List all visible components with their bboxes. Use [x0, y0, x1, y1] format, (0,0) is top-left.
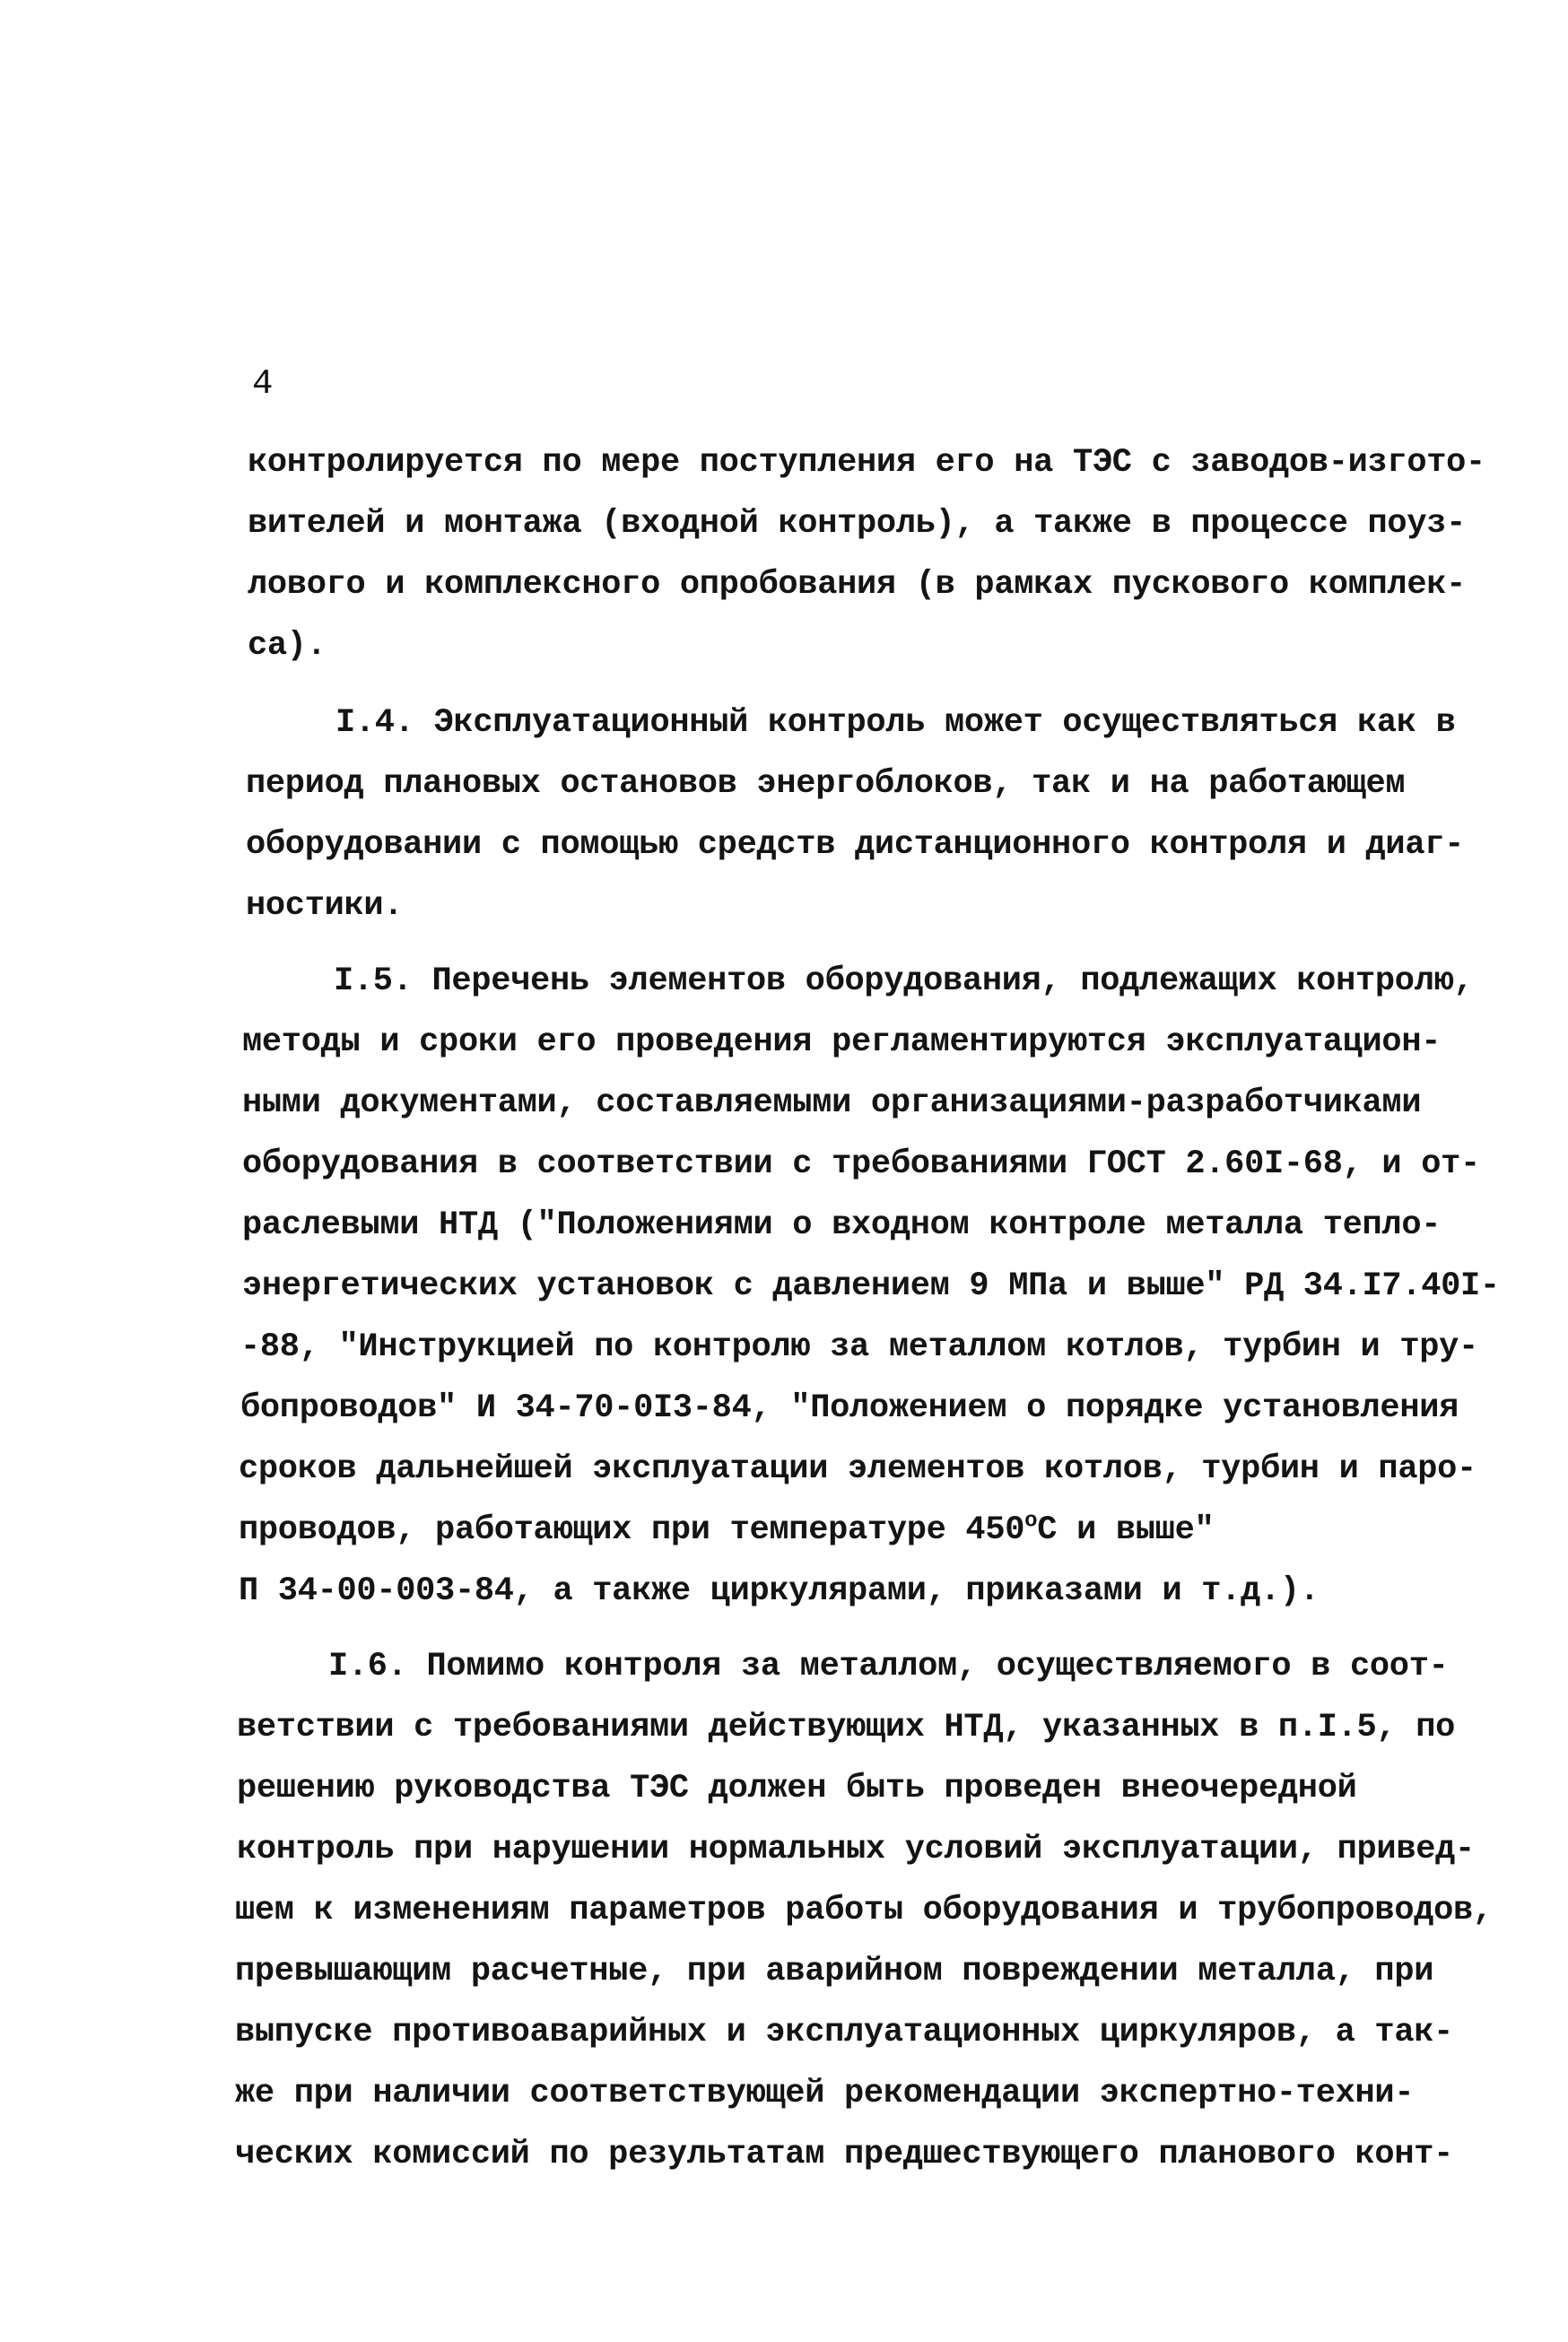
text-line: же при наличии соответствующей рекомендации экспертно-техни-: [235, 2075, 1415, 2112]
text-line: контроль при нарушении нормальных условий эксплуатации, привед-: [237, 1831, 1475, 1868]
text-line: период плановых остановов энергоблоков, так и на работающем: [246, 765, 1406, 803]
text-line: решению руководства ТЭС должен быть проведен внеочередной: [237, 1770, 1357, 1807]
text-line-main: проводов, работающих при температуре 450: [239, 1511, 1025, 1549]
page-number: 4: [252, 364, 274, 404]
text-line: шем к изменениям параметров работы оборудования и трубопроводов,: [235, 1892, 1493, 1929]
text-line: П 34-00-003-84, а также циркулярами, приказами и т.д.).: [239, 1572, 1320, 1610]
text-line: ностики.: [246, 887, 404, 925]
text-line: [239, 1510, 1214, 1551]
text-line: выпуске противоаварийных и эксплуатационных циркуляров, а так-: [235, 2014, 1454, 2051]
text-line: ветствии с требованиями действующих НТД, указанных в п.I.5, по: [237, 1709, 1456, 1746]
text-line: ными документами, составляемыми организациями-разработчиками: [242, 1084, 1422, 1122]
text-line: I.6. Помимо контроля за металлом, осуществляемого в соот-: [328, 1648, 1449, 1685]
text-line: контролируется по мере поступления его на ТЭС с заводов-изгото-: [248, 444, 1485, 482]
text-line: бопроводов" И 34-70-0I3-84, "Положением о порядке установления: [240, 1389, 1459, 1427]
text-line: I.4. Эксплуатационный контроль может осуществляться как в: [335, 704, 1456, 742]
text-line: превышающим расчетные, при аварийном повреждении металла, при: [235, 1953, 1434, 1990]
text-line-tail: С и выше": [1037, 1511, 1215, 1549]
text-line: ческих комиссий по результатам предшествующего планового конт-: [235, 2136, 1454, 2173]
text-line: I.5. Перечень элементов оборудования, подлежащих контролю,: [334, 962, 1474, 1000]
text-line: сроков дальнейшей эксплуатации элементов котлов, турбин и паро-: [239, 1450, 1477, 1488]
text-line: вителей и монтажа (входной контроль), а также в процессе поуз-: [248, 505, 1467, 543]
text-line: оборудования в соответствии с требованиями ГОСТ 2.60I-68, и от-: [242, 1145, 1480, 1183]
text-line: са).: [248, 627, 327, 665]
text-line: раслевыми НТД ("Положениями о входном контроле металла тепло-: [242, 1206, 1442, 1244]
text-line: энергетических установок с давлением 9 МПа и выше" РД 34.I7.40I-: [242, 1267, 1500, 1305]
degree-superscript: о: [1024, 1509, 1038, 1534]
text-line: лового и комплексного опробования (в рамках пускового комплек-: [248, 566, 1467, 604]
text-line: методы и сроки его проведения регламентируются эксплуатацион-: [242, 1023, 1442, 1061]
text-line: -88, "Инструкцией по контролю за металлом котлов, турбин и тру-: [240, 1328, 1478, 1366]
text-line: оборудовании с помощью средств дистанционного контроля и диаг-: [246, 826, 1465, 864]
